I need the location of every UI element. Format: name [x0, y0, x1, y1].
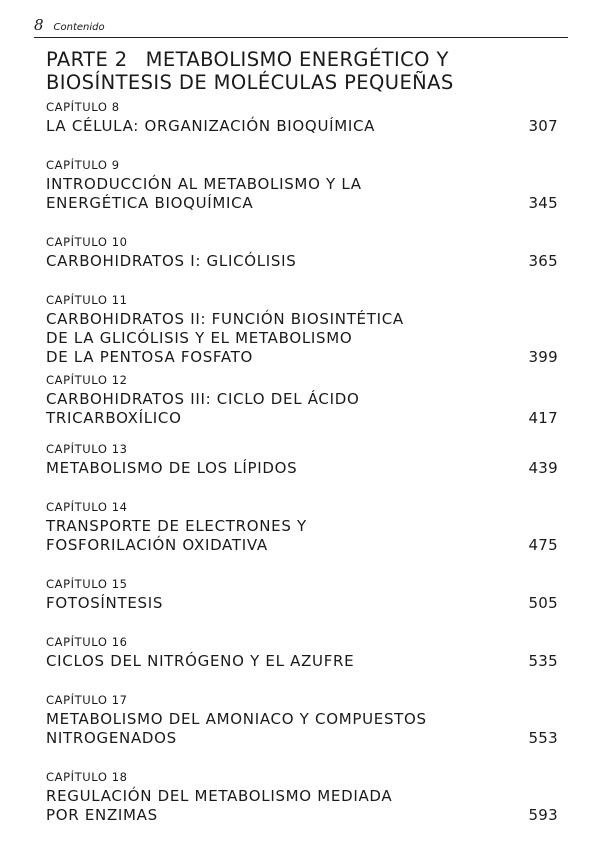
- chapter-page-number: 535: [528, 652, 558, 670]
- part-title: [46, 48, 566, 94]
- toc-entry-chapter-13: [46, 442, 558, 478]
- chapter-page-number: 505: [528, 594, 558, 612]
- page-number: 8: [34, 16, 44, 34]
- toc-entry-chapter-10: [46, 235, 558, 271]
- chapter-label: CAPÍTULO 17: [46, 693, 128, 707]
- toc-entry-chapter-18: [46, 770, 558, 825]
- running-title: Contenido: [53, 22, 105, 33]
- chapter-title: TRANSPORTE DE ELECTRONES Y FOSFORILACIÓN OXIDATIVA: [46, 517, 307, 554]
- chapter-page-number: 345: [528, 194, 558, 212]
- chapter-label: CAPÍTULO 13: [46, 442, 128, 456]
- chapter-page-number: 593: [528, 806, 558, 824]
- chapter-page-number: 553: [528, 729, 558, 747]
- running-head: [34, 16, 568, 38]
- chapter-page-number: 417: [528, 409, 558, 427]
- chapter-title: LA CÉLULA: ORGANIZACIÓN BIOQUÍMICA: [46, 117, 376, 135]
- chapter-page-number: 399: [528, 348, 558, 366]
- toc-entry-chapter-9: [46, 158, 558, 213]
- chapter-title: INTRODUCCIÓN AL METABOLISMO Y LA ENERGÉTICA BIOQUÍMICA: [46, 175, 362, 212]
- chapter-title: CARBOHIDRATOS II: FUNCIÓN BIOSINTÉTICA DE LA GLICÓLISIS Y EL METABOLISMO DE LA PENTOSA FOSFATO: [46, 310, 404, 366]
- part-label: PARTE 2: [46, 48, 128, 71]
- chapter-title: CICLOS DEL NITRÓGENO Y EL AZUFRE: [46, 652, 355, 670]
- chapter-page-number: 475: [528, 536, 558, 554]
- table-of-contents: [46, 100, 558, 825]
- chapter-label: CAPÍTULO 9: [46, 158, 120, 172]
- toc-entry-chapter-17: [46, 693, 558, 748]
- toc-entry-chapter-15: [46, 577, 558, 613]
- chapter-title: FOTOSÍNTESIS: [46, 594, 164, 612]
- toc-entry-chapter-16: [46, 635, 558, 671]
- chapter-title: CARBOHIDRATOS I: GLICÓLISIS: [46, 252, 297, 270]
- chapter-page-number: 365: [528, 252, 558, 270]
- toc-entry-chapter-8: [46, 100, 558, 136]
- chapter-label: CAPÍTULO 15: [46, 577, 128, 591]
- toc-entry-chapter-11: [46, 293, 558, 367]
- chapter-label: CAPÍTULO 16: [46, 635, 128, 649]
- chapter-label: CAPÍTULO 8: [46, 100, 120, 114]
- chapter-title: METABOLISMO DE LOS LÍPIDOS: [46, 459, 298, 477]
- chapter-label: CAPÍTULO 12: [46, 373, 128, 387]
- chapter-title: REGULACIÓN DEL METABOLISMO MEDIADA POR ENZIMAS: [46, 787, 393, 824]
- chapter-title: METABOLISMO DEL AMONIACO Y COMPUESTOS NITROGENADOS: [46, 710, 427, 747]
- toc-entry-chapter-12: [46, 373, 558, 428]
- chapter-page-number: 307: [528, 117, 558, 135]
- part-title-line1: METABOLISMO ENERGÉTICO Y: [145, 48, 449, 71]
- chapter-label: CAPÍTULO 11: [46, 293, 128, 307]
- toc-entry-chapter-14: [46, 500, 558, 555]
- chapter-label: CAPÍTULO 14: [46, 500, 128, 514]
- chapter-label: CAPÍTULO 18: [46, 770, 128, 784]
- chapter-page-number: 439: [528, 459, 558, 477]
- chapter-label: CAPÍTULO 10: [46, 235, 128, 249]
- chapter-title: CARBOHIDRATOS III: CICLO DEL ÁCIDO TRICARBOXÍLICO: [46, 390, 360, 427]
- part-title-line2: BIOSÍNTESIS DE MOLÉCULAS PEQUEÑAS: [46, 71, 454, 94]
